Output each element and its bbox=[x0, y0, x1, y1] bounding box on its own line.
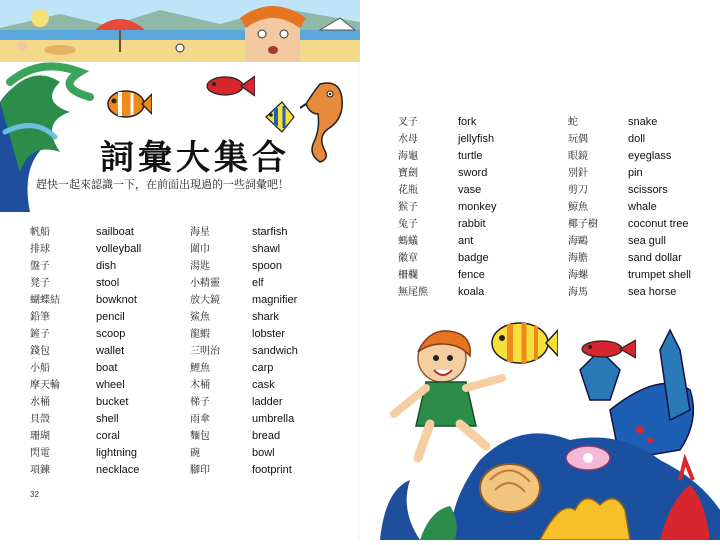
vocab-en: dish bbox=[96, 260, 117, 272]
vocab-en: lightning bbox=[96, 447, 137, 459]
vocab-en: vase bbox=[458, 184, 482, 196]
vocab-zh: 海馬 bbox=[568, 287, 588, 298]
vocab-zh: 眼鏡 bbox=[568, 151, 588, 162]
seahorse-illustration bbox=[300, 74, 350, 169]
vocab-zh: 兔子 bbox=[398, 219, 418, 230]
vocab-zh: 水母 bbox=[398, 134, 418, 145]
vocab-en: magnifier bbox=[252, 294, 298, 306]
vocab-en: fence bbox=[458, 269, 485, 281]
vocab-en: bucket bbox=[96, 396, 129, 408]
vocab-en: ant bbox=[458, 235, 474, 247]
vocab-en: turtle bbox=[458, 150, 483, 162]
vocab-zh: 鏟子 bbox=[30, 329, 50, 340]
vocab-zh: 閃電 bbox=[30, 448, 50, 459]
vocab-zh: 剪刀 bbox=[568, 185, 588, 196]
vocab-en: stool bbox=[96, 277, 120, 289]
vocab-zh: 麵包 bbox=[190, 431, 210, 442]
vocab-zh: 椰子樹 bbox=[568, 219, 598, 230]
vocab-zh: 蛇 bbox=[568, 117, 578, 128]
clownfish-illustration bbox=[102, 84, 152, 129]
vocab-en: whale bbox=[628, 201, 657, 213]
vocab-en: bowknot bbox=[96, 294, 137, 306]
vocab-en: coconut tree bbox=[628, 218, 689, 230]
vocab-zh: 排球 bbox=[30, 244, 50, 255]
vocab-en: coral bbox=[96, 430, 120, 442]
swimming-girl-illustration bbox=[390, 318, 520, 473]
vocab-en: wallet bbox=[96, 345, 125, 357]
kelp-corner-illustration bbox=[0, 62, 110, 217]
vocab-zh: 海螺 bbox=[568, 270, 588, 281]
vocab-zh: 鉛筆 bbox=[30, 312, 50, 323]
vocab-zh: 小精靈 bbox=[190, 278, 220, 289]
vocab-list-left bbox=[30, 224, 350, 484]
vocab-zh: 鯊魚 bbox=[190, 312, 210, 323]
left-page bbox=[0, 0, 360, 540]
vocab-en: pin bbox=[628, 167, 643, 179]
right-page bbox=[360, 0, 720, 540]
vocab-en: koala bbox=[458, 286, 485, 298]
vocab-en: lobster bbox=[252, 328, 286, 340]
vocab-zh: 雨傘 bbox=[190, 414, 210, 425]
vocab-en: necklace bbox=[96, 464, 140, 476]
vocab-en: shark bbox=[252, 311, 279, 323]
vocab-zh: 水桶 bbox=[30, 397, 50, 408]
vocab-en: snake bbox=[628, 116, 658, 128]
vocab-zh: 蝴蝶結 bbox=[30, 295, 60, 306]
vocab-zh: 項鍊 bbox=[30, 465, 50, 476]
vocab-zh: 凳子 bbox=[30, 278, 50, 289]
vocab-zh: 海膽 bbox=[568, 253, 588, 264]
vocab-zh: 梯子 bbox=[190, 397, 210, 408]
vocab-zh: 放大鏡 bbox=[190, 295, 220, 306]
vocab-en: scoop bbox=[96, 328, 126, 340]
vocab-en: scissors bbox=[628, 184, 668, 196]
vocab-en: monkey bbox=[458, 201, 497, 213]
page-number: 32 bbox=[30, 490, 39, 499]
vocab-en: umbrella bbox=[252, 413, 295, 425]
red-fish-illustration bbox=[205, 72, 255, 105]
vocab-zh: 海鷗 bbox=[568, 236, 588, 247]
vocab-zh: 叉子 bbox=[398, 117, 418, 128]
vocab-zh: 別針 bbox=[568, 168, 588, 179]
vocab-zh: 玩偶 bbox=[568, 134, 588, 145]
vocab-en: sword bbox=[458, 167, 488, 179]
vocab-zh: 鯨魚 bbox=[568, 202, 588, 213]
vocab-en: cask bbox=[252, 379, 275, 391]
vocab-list-right bbox=[398, 114, 718, 304]
vocab-en: shell bbox=[96, 413, 119, 425]
vocab-en: bowl bbox=[252, 447, 275, 459]
vocab-zh: 盤子 bbox=[30, 261, 50, 272]
vocab-en: sailboat bbox=[96, 226, 134, 238]
vocab-zh: 碗 bbox=[190, 448, 200, 459]
vocab-zh: 摩天輪 bbox=[30, 380, 60, 391]
vocab-zh: 柵欄 bbox=[398, 270, 418, 281]
vocab-en: sea horse bbox=[628, 286, 677, 298]
vocab-en: jellyfish bbox=[458, 133, 495, 145]
vocab-en: sea gull bbox=[628, 235, 666, 247]
vocab-zh: 湯匙 bbox=[190, 261, 210, 272]
vocab-en: spoon bbox=[252, 260, 282, 272]
vocab-en: sand dollar bbox=[628, 252, 682, 264]
red-fish-illustration bbox=[580, 336, 636, 367]
vocab-zh: 鯉魚 bbox=[190, 363, 210, 374]
vocab-en: wheel bbox=[96, 379, 125, 391]
vocab-en: boat bbox=[96, 362, 118, 374]
vocab-en: pencil bbox=[96, 311, 125, 323]
vocab-zh: 錢包 bbox=[30, 346, 50, 357]
vocab-zh: 無尾熊 bbox=[398, 287, 428, 298]
vocab-zh: 龍蝦 bbox=[190, 329, 210, 340]
vocab-en: trumpet shell bbox=[628, 269, 691, 281]
vocab-en: badge bbox=[458, 252, 489, 264]
vocab-zh: 花瓶 bbox=[398, 185, 418, 196]
vocab-zh: 貝殼 bbox=[30, 414, 50, 425]
vocab-zh: 徽章 bbox=[398, 253, 418, 264]
vocab-zh: 珊瑚 bbox=[30, 431, 50, 442]
vocab-en: eyeglass bbox=[628, 150, 672, 162]
vocab-zh: 螞蟻 bbox=[398, 236, 418, 247]
vocab-en: fork bbox=[458, 116, 477, 128]
intro-text: 趕快一起來認識一下，在前面出現過的一些詞彙吧！ bbox=[36, 178, 289, 191]
beach-banner-illustration bbox=[0, 0, 360, 62]
vocab-en: doll bbox=[628, 133, 646, 145]
vocab-zh: 海龜 bbox=[398, 151, 418, 162]
vocab-zh: 木桶 bbox=[190, 380, 210, 391]
vocab-en: starfish bbox=[252, 226, 288, 238]
vocab-en: rabbit bbox=[458, 218, 486, 230]
vocab-zh: 小船 bbox=[30, 363, 50, 374]
vocab-en: footprint bbox=[252, 464, 292, 476]
vocab-zh: 圍巾 bbox=[190, 244, 210, 255]
vocab-en: elf bbox=[252, 277, 264, 289]
vocab-zh: 寶劍 bbox=[398, 168, 418, 179]
vocab-en: ladder bbox=[252, 396, 283, 408]
vocab-zh: 海星 bbox=[190, 227, 210, 238]
page-title: 詞彙大集合 bbox=[100, 138, 290, 178]
vocab-en: sandwich bbox=[252, 345, 298, 357]
vocab-zh: 腳印 bbox=[190, 465, 210, 476]
vocab-en: bread bbox=[252, 430, 281, 442]
vocab-zh: 猴子 bbox=[398, 202, 418, 213]
vocab-zh: 三明治 bbox=[190, 346, 220, 357]
vocab-en: volleyball bbox=[96, 243, 142, 255]
vocab-en: carp bbox=[252, 362, 274, 374]
vocab-zh: 帆船 bbox=[30, 227, 50, 238]
vocab-en: shawl bbox=[252, 243, 281, 255]
